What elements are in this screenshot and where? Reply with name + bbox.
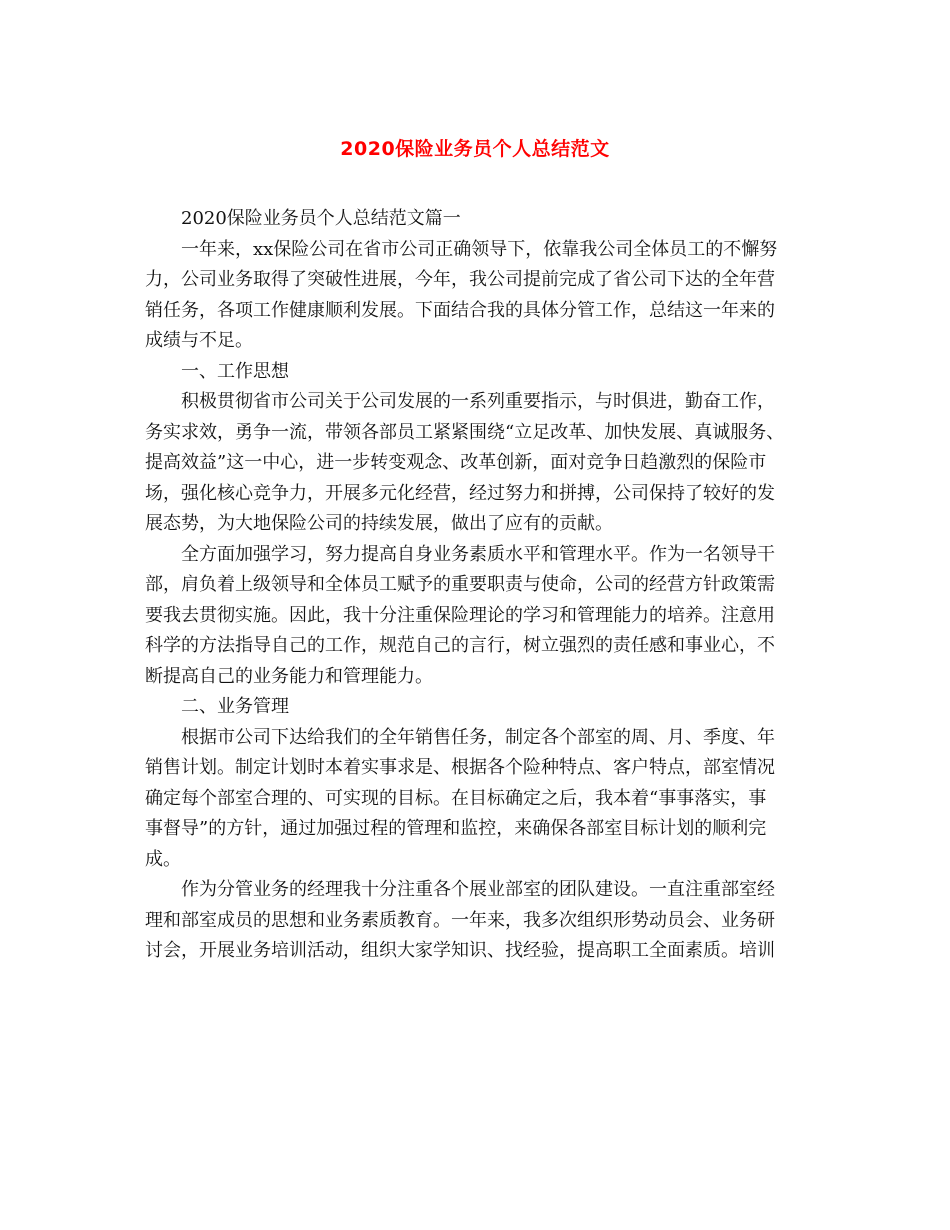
text-line: 理和部室成员的思想和业务素质教育。一年来，我多次组织形势动员会、业务研 xyxy=(145,909,775,931)
document-body xyxy=(145,204,810,967)
text-line: 一年来，xx保险公司在省市公司正确领导下，依靠我公司全体员工的不懈努 xyxy=(181,238,778,260)
text-line: 力，公司业务取得了突破性进展，今年，我公司提前完成了省公司下达的全年营 xyxy=(145,269,775,290)
text-line: 作为分管业务的经理我十分注重各个展业部室的团队建设。一直注重部室经 xyxy=(181,879,775,900)
text-line: 2020保险业务员个人总结范文篇一 xyxy=(181,208,461,229)
text-line: 成绩与不足。 xyxy=(145,330,253,351)
text-line: 全方面加强学习，努力提高自身业务素质水平和管理水平。作为一名领导干 xyxy=(181,543,775,565)
text-line: 销任务，各项工作健康顺利发展。下面结合我的具体分管工作，总结这一年来的 xyxy=(145,299,775,321)
text-line: 事督导”的方针，通过加强过程的管理和监控，来确保各部室目标计划的顺利完 xyxy=(145,818,767,839)
text-line: 一、工作思想 xyxy=(181,360,289,382)
text-line: 二、业务管理 xyxy=(181,696,289,717)
text-line: 要我去贯彻实施。因此，我十分注重保险理论的学习和管理能力的培养。注意用 xyxy=(145,604,775,626)
text-line: 部，肩负着上级领导和全体员工赋予的重要职责与使命，公司的经营方针政策需 xyxy=(145,574,775,595)
text-line: 积极贯彻省市公司关于公司发展的一系列重要指示，与时俱进，勤奋工作， xyxy=(181,391,775,412)
text-line: 场，强化核心竞争力，开展多元化经营，经过努力和拼搏，公司保持了较好的发 xyxy=(145,482,775,504)
text-line: 销售计划。制定计划时本着实事求是、根据各个险种特点、客户特点，部室情况 xyxy=(145,757,775,778)
text-line: 根据市公司下达给我们的全年销售任务，制定各个部室的周、月、季度、年 xyxy=(181,726,775,748)
text-line: 务实求效，勇争一流，带领各部员工紧紧围绕“立足改革、加快发展、真诚服务、 xyxy=(145,421,785,443)
text-line: 确定每个部室合理的、可实现的目标。在目标确定之后，我本着“事事落实，事 xyxy=(145,787,767,809)
document-title: 2020保险业务员个人总结范文 xyxy=(340,138,610,160)
text-line: 讨会，开展业务培训活动，组织大家学知识、找经验，提高职工全面素质。培训 xyxy=(145,940,775,961)
text-line: 科学的方法指导自己的工作，规范自己的言行，树立强烈的责任感和事业心，不 xyxy=(145,635,775,656)
text-line: 展态势，为大地保险公司的持续发展，做出了应有的贡献。 xyxy=(145,513,613,534)
text-line: 成。 xyxy=(145,848,181,870)
text-line: 提高效益”这一中心，进一步转变观念、改革创新，面对竞争日趋激烈的保险市 xyxy=(145,452,767,473)
text-line: 断提高自己的业务能力和管理能力。 xyxy=(145,665,433,687)
